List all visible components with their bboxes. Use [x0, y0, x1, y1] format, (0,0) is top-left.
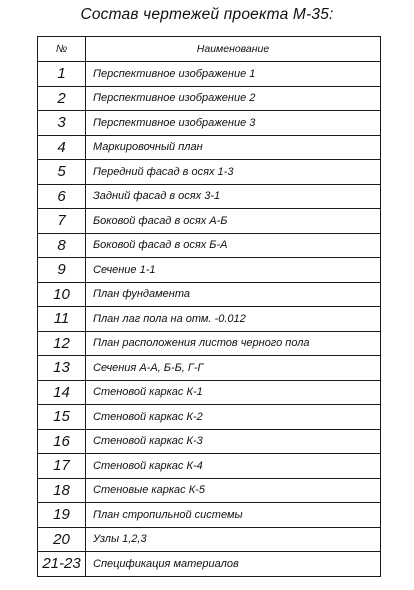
row-number: 12: [38, 331, 86, 356]
table-row: [38, 62, 381, 87]
row-name: План стропильной системы: [86, 503, 381, 528]
table-row: [38, 429, 381, 454]
row-name: Стеновые каркас К-5: [86, 478, 381, 503]
table-row: [38, 454, 381, 479]
row-name: Стеновой каркас К-4: [86, 454, 381, 479]
row-number: 19: [38, 503, 86, 528]
table-header-row: [38, 37, 381, 62]
table-row: [38, 209, 381, 234]
row-number: 9: [38, 258, 86, 283]
table-row: [38, 282, 381, 307]
table-row: [38, 86, 381, 111]
row-name: План фундамента: [86, 282, 381, 307]
column-header-name: Наименование: [86, 37, 381, 62]
table-row: [38, 331, 381, 356]
table-row: [38, 380, 381, 405]
row-number: 21-23: [38, 552, 86, 577]
row-number: 8: [38, 233, 86, 258]
row-number: 18: [38, 478, 86, 503]
row-number: 17: [38, 454, 86, 479]
table-row: [38, 111, 381, 136]
drawings-table: [37, 36, 381, 577]
row-name: Боковой фасад в осях Б-А: [86, 233, 381, 258]
row-name: Узлы 1,2,3: [86, 527, 381, 552]
row-name: Передний фасад в осях 1-3: [86, 160, 381, 185]
row-number: 10: [38, 282, 86, 307]
row-name: Спецификация материалов: [86, 552, 381, 577]
table-row: [38, 503, 381, 528]
row-number: 5: [38, 160, 86, 185]
row-name: Стеновой каркас К-1: [86, 380, 381, 405]
table-row: [38, 233, 381, 258]
row-number: 14: [38, 380, 86, 405]
row-name: Перспективное изображение 2: [86, 86, 381, 111]
row-name: Сечения А-А, Б-Б, Г-Г: [86, 356, 381, 381]
row-number: 2: [38, 86, 86, 111]
row-name: Маркировочный план: [86, 135, 381, 160]
row-name: Задний фасад в осях 3-1: [86, 184, 381, 209]
row-number: 4: [38, 135, 86, 160]
row-number: 7: [38, 209, 86, 234]
row-name: Перспективное изображение 3: [86, 111, 381, 136]
row-number: 20: [38, 527, 86, 552]
row-number: 3: [38, 111, 86, 136]
table-row: [38, 405, 381, 430]
row-number: 16: [38, 429, 86, 454]
row-number: 6: [38, 184, 86, 209]
table-row: [38, 184, 381, 209]
row-name: Стеновой каркас К-3: [86, 429, 381, 454]
row-name: Стеновой каркас К-2: [86, 405, 381, 430]
table-row: [38, 160, 381, 185]
row-number: 13: [38, 356, 86, 381]
table-row: [38, 527, 381, 552]
row-name: Боковой фасад в осях А-Б: [86, 209, 381, 234]
row-name: План лаг пола на отм. -0.012: [86, 307, 381, 332]
column-header-number: №: [38, 37, 86, 62]
table-row: [38, 307, 381, 332]
table-row: [38, 552, 381, 577]
row-number: 11: [38, 307, 86, 332]
row-number: 1: [38, 62, 86, 87]
row-name: Сечение 1-1: [86, 258, 381, 283]
table-row: [38, 478, 381, 503]
row-number: 15: [38, 405, 86, 430]
table-row: [38, 258, 381, 283]
row-name: План расположения листов черного пола: [86, 331, 381, 356]
row-name: Перспективное изображение 1: [86, 62, 381, 87]
table-row: [38, 356, 381, 381]
table-row: [38, 135, 381, 160]
page-title: Состав чертежей проекта М-35:: [80, 6, 334, 23]
